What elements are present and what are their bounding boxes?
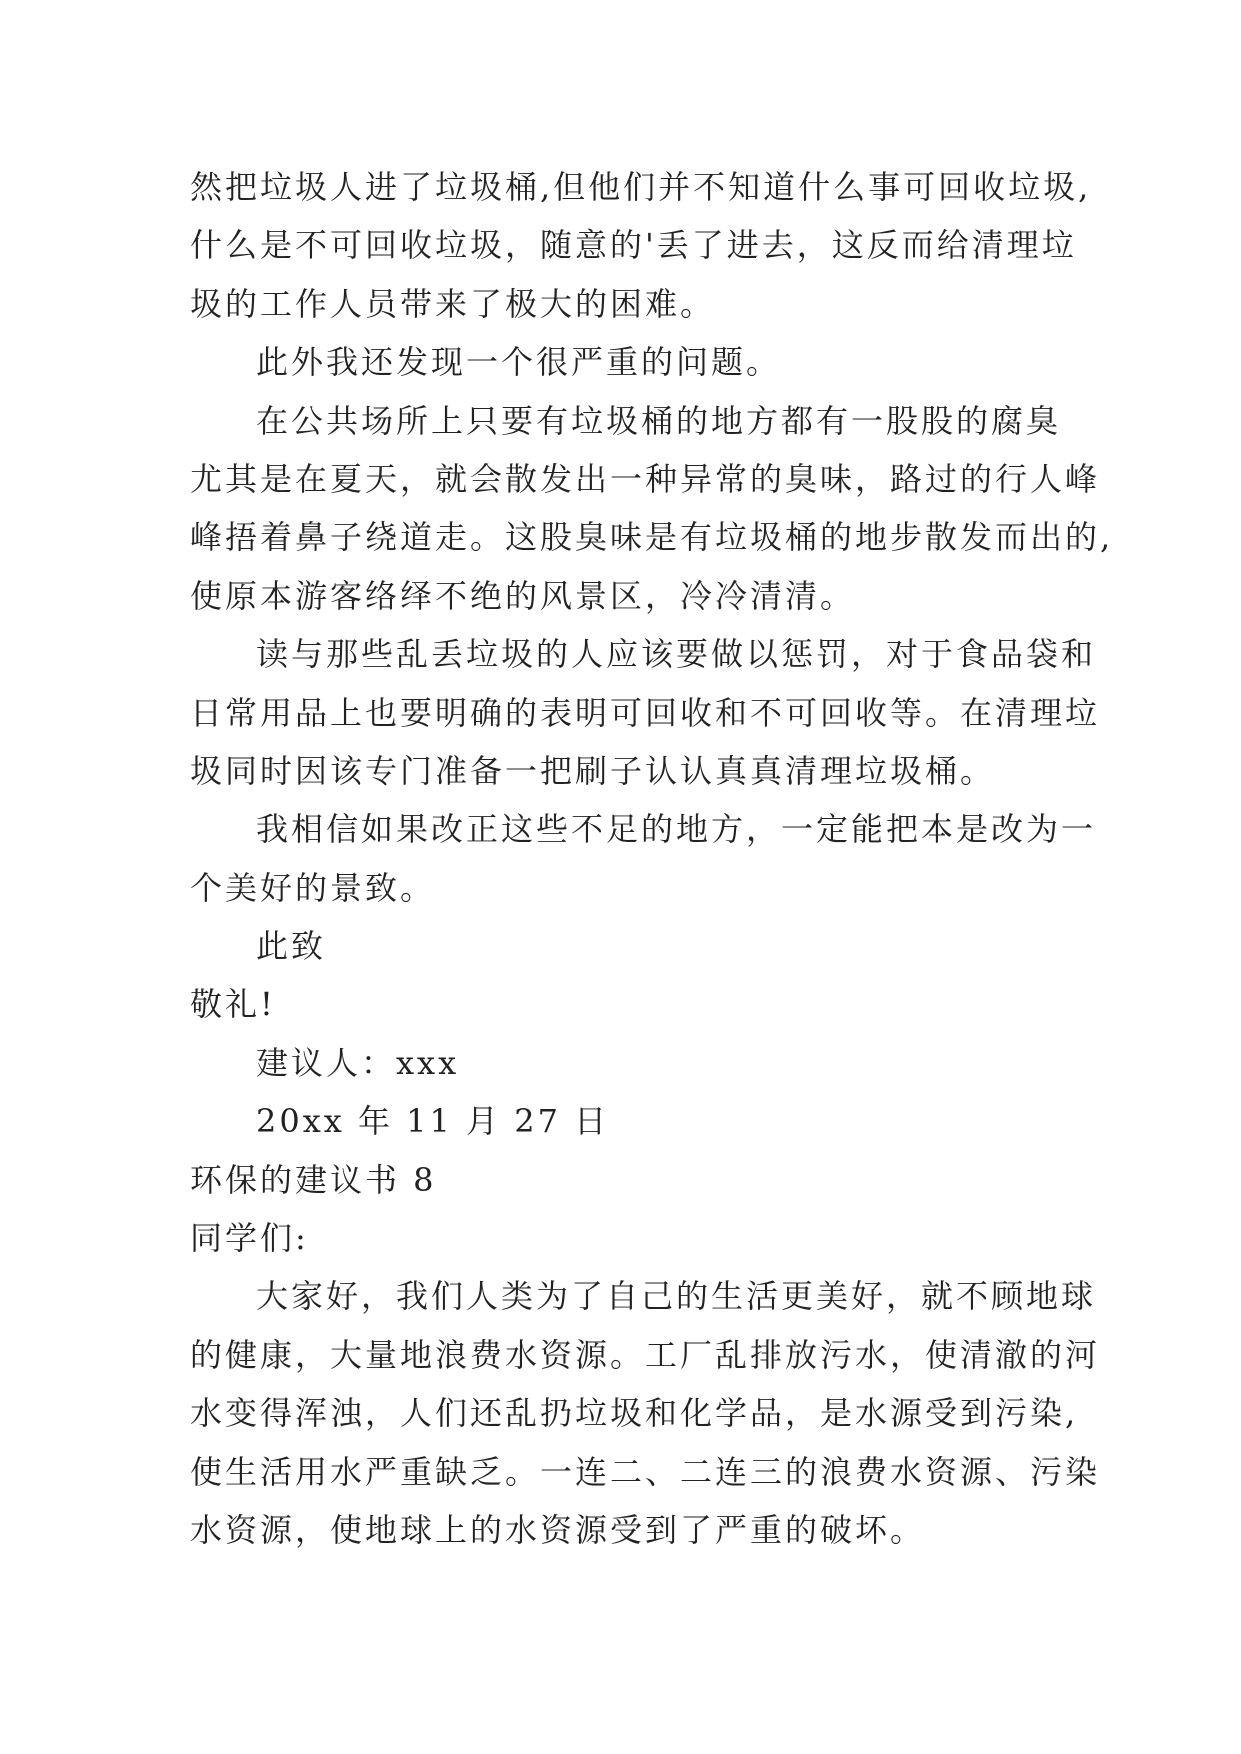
text-line: 在公共场所上只要有垃圾桶的地方都有一股股的腐臭: [256, 401, 1062, 440]
text-line: 什么是不可回收垃圾，随意的'丢了进去，这反而给清理垃: [190, 226, 1077, 265]
text-line: 大家好，我们人类为了自己的生活更美好，就不顾地球: [256, 1277, 1097, 1316]
text-line: 水变得浑浊，人们还乱扔垃圾和化学品，是水源受到污染,: [190, 1394, 1079, 1433]
text-line: 个美好的景致。: [190, 868, 436, 907]
text-line: 使原本游客络绎不绝的风景区，冷冷清清。: [190, 576, 856, 615]
closing-line: 此致: [256, 927, 327, 966]
text-line: 然把垃圾人进了垃圾桶,但他们并不知道什么事可回收垃圾,: [190, 168, 1092, 206]
document-body: [190, 158, 1114, 1559]
date-line: 20xx 年 11 月 27 日: [256, 1102, 610, 1141]
greeting-line: 同学们:: [190, 1219, 309, 1258]
text-line: 读与那些乱丢垃圾的人应该要做以惩罚，对于食品袋和: [256, 635, 1097, 674]
salutation-line: 敬礼!: [190, 985, 276, 1024]
text-line: 日常用品上也要明确的表明可回收和不可回收等。在清理垃: [190, 693, 1101, 732]
text-line: 的健康，大量地浪费水资源。工厂乱排放污水，使清澈的河: [190, 1335, 1101, 1374]
text-line: 尤其是在夏天，就会散发出一种异常的臭味，路过的行人峰: [190, 459, 1101, 498]
text-line: 圾同时因该专门准备一把刷子认认真真清理垃圾桶。: [190, 751, 996, 790]
section-title: 环保的建议书 8: [190, 1160, 437, 1199]
text-line: 水资源，使地球上的水资源受到了严重的破坏。: [190, 1510, 926, 1549]
text-line: 我相信如果改正这些不足的地方，一定能把本是改为一: [256, 810, 1097, 849]
text-line: 此外我还发现一个很严重的问题。: [256, 343, 782, 382]
text-line: 使生活用水严重缺乏。一连二、二连三的浪费水资源、污染: [190, 1452, 1101, 1491]
signer-line: 建议人：xxx: [256, 1043, 460, 1082]
text-line: 峰捂着鼻子绕道走。这股臭味是有垃圾桶的地步散发而出的,: [190, 518, 1114, 557]
text-line: 圾的工作人员带来了极大的困难。: [190, 284, 716, 323]
